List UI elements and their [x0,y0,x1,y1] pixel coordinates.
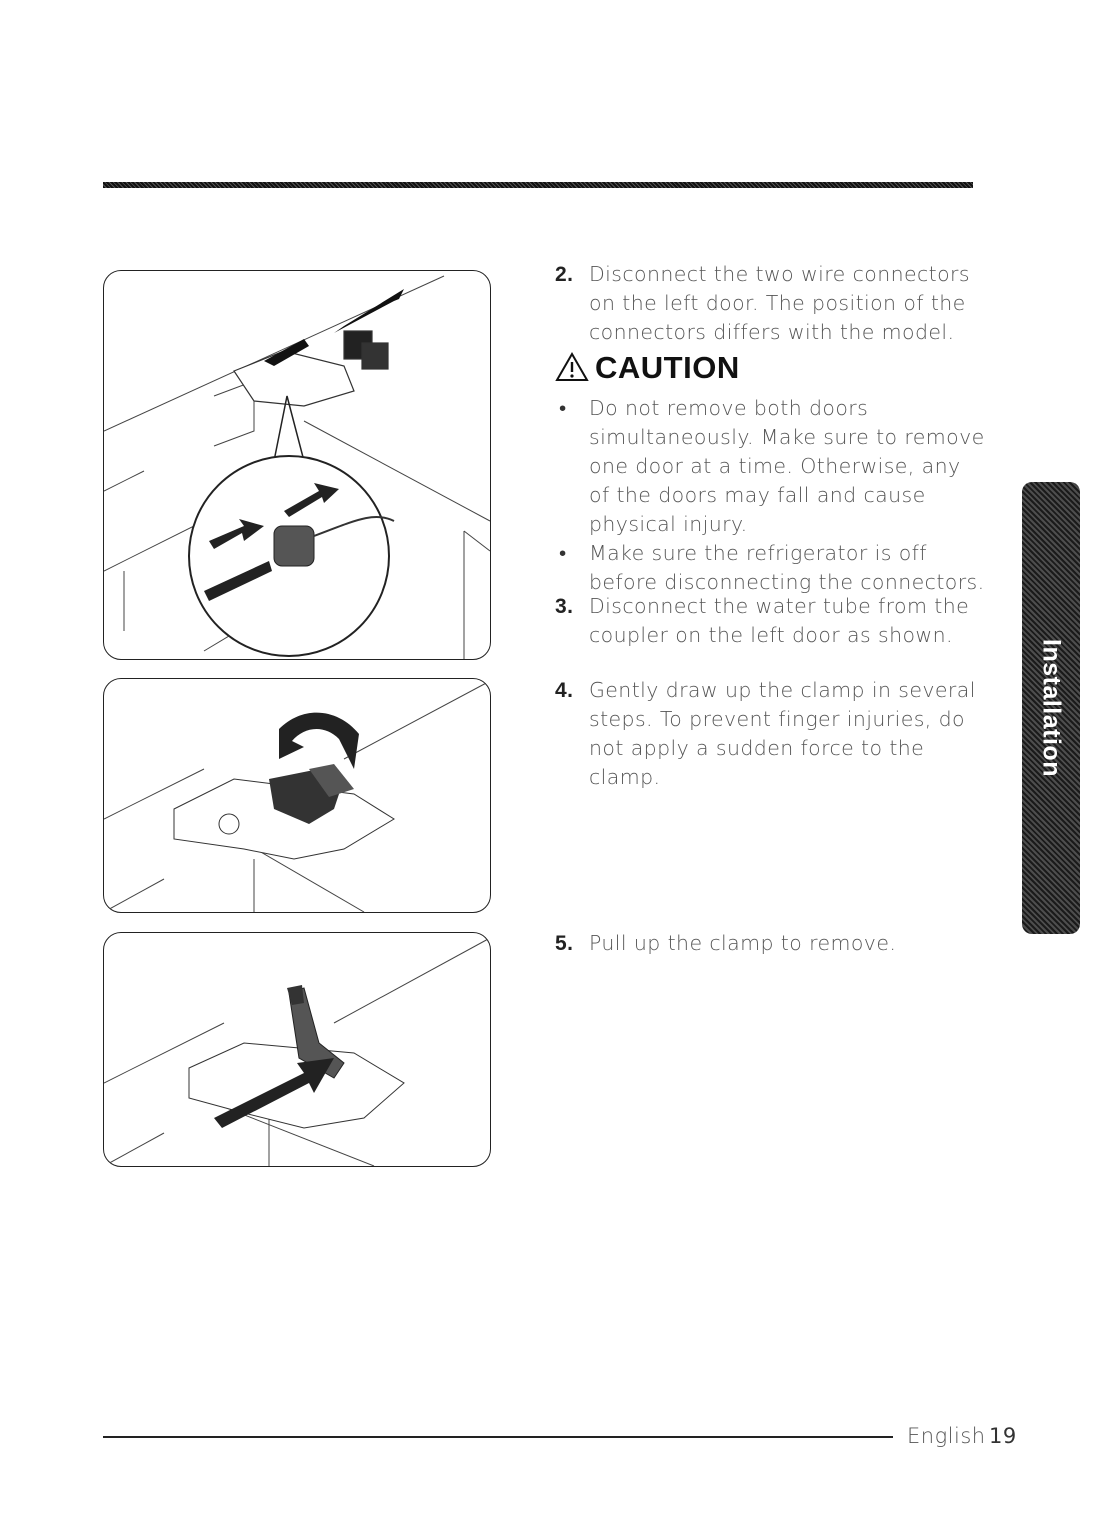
step-2 [555,260,985,347]
step-4 [555,676,985,792]
step-text: Disconnect the two wire connectors on the left door. The position of the connectors differs with the model. [589,262,970,344]
caution-heading [555,349,740,385]
section-side-tab [1022,482,1080,934]
bullet-dot: • [559,541,567,565]
step-text: Gently draw up the clamp in several steps. To prevent finger injuries, do not apply a sudden force to the clamp. [589,678,976,789]
warning-triangle-icon [555,352,589,382]
caution-bullet [555,394,985,539]
bullet-dot: • [559,396,567,420]
step-5 [555,929,985,958]
footer-language: English [907,1424,986,1448]
footer-divider [103,1436,893,1438]
step-number: 4. [555,679,574,702]
figure-clamp-pull-up [103,932,491,1167]
caution-title: CAUTION [595,349,740,385]
caution-bullet-text: Do not remove both doors simultaneously. Make sure to remove one door at a time. Otherwise, any of the doors may fall and cause physical injury. [589,396,985,536]
wire-connector-illustration [104,271,490,659]
instructions-column [555,0,985,1522]
step-number: 3. [555,595,574,618]
step-number: 2. [555,263,574,286]
caution-bullet [555,539,985,597]
page-number: 19 [989,1424,1017,1448]
caution-list [555,394,985,597]
step-text: Disconnect the water tube from the coupler on the left door as shown. [589,594,970,647]
figure-wire-connectors [103,270,491,660]
clamp-pull-up-illustration [104,933,490,1166]
caution-bullet-text: Make sure the refrigerator is off before disconnecting the connectors. [589,541,985,594]
step-text: Pull up the clamp to remove. [589,931,897,955]
clamp-draw-up-illustration [104,679,490,912]
step-number: 5. [555,932,574,955]
step-3 [555,592,985,650]
section-side-tab-label: Installation [1037,639,1066,777]
figure-clamp-draw-up [103,678,491,913]
